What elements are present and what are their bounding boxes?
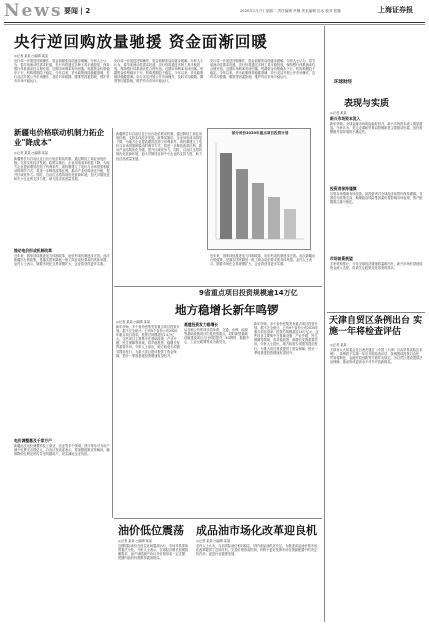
dateline: 2020年1月7日 星期二 责任编辑 肖楠 美术编辑 沈冰 校对 张娜 bbox=[240, 9, 341, 13]
global-finance-tag: 环球财经 bbox=[334, 80, 352, 85]
article2-body-col2: 新疆维吾尔自治区近日出台电价联动机制，通过降低工商业用电价格，支持实体经济发展。政策实施后，企业用电成本明显下降，为地方企业提质增效创造了有利条件。该机制建立了电价与市场供需相联动的调节方式，将进一步释放改革红利，推动产业结构优化升级，提升区域竞争力。同时，自治区还将持续优化营商环境，加大对制造业和中小企业的支持力度，助力经济高质量发展。 bbox=[116, 132, 203, 161]
chart-graphic bbox=[212, 139, 308, 245]
refined-oil-headline: 成品油市场化改革迎良机 bbox=[196, 524, 317, 537]
news-logo: News bbox=[4, 1, 63, 21]
lead-body-col2: 央行周一开展逆回购操作，资金面紧张局面逐步缓解。分析人士认为，春节前流动性需求旺盛，央行仍将通过多种工具平稳投放，保持银行体系流动性合理充裕。近期市场利率有所回落，短端资金价格稳步下行，机构预期趋于稳定。今年以来，货币政策保持稳健基调，央行灵活开展公开市场操作，及时对冲税期、缴准等因素影响，维护货币市场平稳运行。 bbox=[114, 59, 204, 84]
bottom-rule bbox=[114, 518, 322, 519]
oil-byline: ◎记者 某某 ○编辑 某某 bbox=[118, 539, 153, 543]
paper-name: 上海证券报 bbox=[378, 5, 413, 14]
article2-body-col3: 近年来，国家持续推进电力体制改革，电价形成机制逐步完善。此次新疆出台的政策，是落实国家降低一般工商业电价要求的具体举措。业内人士表示，随着市场化交易规模扩大，企业将获得更多实惠。 bbox=[210, 254, 316, 267]
right-body-3: 多家机构预计，今年全球经济增速将温和回升，新兴市场有望延续资金流入态势，但需关注政策变化带来的波动。 bbox=[330, 262, 423, 271]
mid-kicker: 9省重点项目投资规模逾14万亿 bbox=[199, 289, 298, 297]
lead-byline: ◎记者 某某 ○编辑 某某 bbox=[14, 54, 49, 58]
right-body-1: 新年伊始，全球金融市场风险偏好回升，新兴市场资本流入明显增加。分析认为，美元走弱和贸易局势缓和是主要推动因素，但仍需警惕外部环境的不确定性。 bbox=[330, 122, 423, 135]
left-bottom-body: 新疆此次电价调整涉及工商业、农业等多个领域，预计每年可为用户减少电费支出数亿元。自治区发改委表示，将加强政策宣传解读，确保降价红利及时传导至终端用户，切实减轻企业负担。 bbox=[14, 444, 110, 457]
oil-body: 近期国际油价在低位区间震荡运行，市场对供需前景看法分化。分析人士表示，全球经济增长放缓拖累需求，而产油国减产协议对价格形成一定支撑，短期内油价仍将维持震荡格局。 bbox=[118, 544, 189, 561]
refined-oil-body: 业内人士认为，当前国际油价相对稳定，国内成品油供应充足，为推进成品油价格市场化改革提供了良好时机。完善价格形成机制，有利于更好发挥市场在资源配置中的决定性作用，促进行业健康发展。 bbox=[196, 544, 318, 557]
article2-body: 新疆维吾尔自治区近日出台电价联动机制，通过降低工商业用电价格，支持实体经济发展。政策实施后，企业用电成本明显下降，为地方企业提质增效创造了有利条件。该机制建立了电价与市场供需相联动的调节方式，将进一步释放改革红利，推动产业结构优化升级，提升区域竞争力。同时，自治区还将持续优化营商环境，加大对制造业和中小企业的支持力度，助力经济高质量发展。 bbox=[14, 157, 110, 182]
masthead-rule bbox=[4, 22, 425, 23]
mid-body-col3: 新年伊始，多个省份密集发布重点项目投资计划。据不完全统计，已有9个省份公布2020年重点项目清单，投资总规模超过14万亿元。这些项目主要集中在基础设施、产业升级、民生保障等领域，将对稳投资、稳增长发挥重要作用。分析人士指出，地方政府专项债券提前发行，为重大项目建设提供了资金保障，预计一季度基建投资增速有望回升。 bbox=[254, 322, 319, 355]
tianjin-byline: ◎记者 某某 bbox=[330, 343, 347, 347]
article3-body: 近年来，国家持续推进电力体制改革，电价形成机制逐步完善。此次新疆出台的政策，是落实国家降低一般工商业电价要求的具体举措。业内人士表示，随着市场化交易规模扩大，企业将获得更多实惠。 bbox=[14, 254, 110, 267]
tianjin-body: 天津市人大常委会近日表决通过《中国（天津）自由贸易试验区条例》，条例将于实施一年后开展检查评估。条例围绕投资自由化、贸易便利化、金融开放创新等方面作出规定，为自贸区建设提供法治保障，推动形成更高水平对外开放新格局。 bbox=[330, 348, 423, 365]
article2-byline: ◎记者 某某 ○编辑 某某 bbox=[14, 151, 49, 155]
investment-chart bbox=[207, 128, 311, 250]
mid-body-col1: 新年伊始，多个省份密集发布重点项目投资计划。据不完全统计，已有9个省份公布2020年重点项目清单，投资总规模超过14万亿元。这些项目主要集中在基础设施、产业升级、民生保障等领域，将对稳投资、稳增长发挥重要作用。分析人士指出，地方政府专项债券提前发行，为重大项目建设提供了资金保障，预计一季度基建投资增速有望回升。 bbox=[116, 325, 180, 358]
lead-body-col3: 央行周一开展逆回购操作，资金面紧张局面逐步缓解。分析人士认为，春节前流动性需求旺盛，央行仍将通过多种工具平稳投放，保持银行体系流动性合理充裕。近期市场利率有所回落，短端资金价格稳步下行，机构预期趋于稳定。今年以来，货币政策保持稳健基调，央行灵活开展公开市场操作，及时对冲税期、缴准等因素影响，维护货币市场平稳运行。 bbox=[210, 59, 316, 80]
masthead-rule-thin bbox=[4, 24, 425, 25]
mid-byline: ◎记者 某某 ○编辑 某某 bbox=[116, 320, 151, 324]
right-body-2: 尽管市场情绪有所改善，但投资者对全球经济前景仍保持谨慎。各国央行政策走向、地缘政治风险等因素仍将影响市场表现，资产配置需注重分散化。 bbox=[330, 192, 423, 205]
right-subhead-2: 投资者保持谨慎 bbox=[330, 186, 357, 191]
column-divider bbox=[324, 26, 325, 622]
section-label: 要闻 | 2 bbox=[64, 7, 91, 15]
right-subhead-3: 市场前景展望 bbox=[330, 256, 353, 261]
article2-headline: 新疆电价格联动机制力拓企业"降成本" bbox=[14, 128, 104, 147]
left-bottom-subhead: 电价调整惠及千家万户 bbox=[14, 438, 52, 443]
right-rule bbox=[327, 312, 425, 313]
mid-headline: 地方稳增长新年鸣锣 bbox=[175, 303, 279, 317]
lead-body-col1: 央行周一开展逆回购操作，资金面紧张局面逐步缓解。分析人士认为，春节前流动性需求旺盛，央行仍将通过多种工具平稳投放，保持银行体系流动性合理充裕。近期市场利率有所回落，短端资金价格稳步下行，机构预期趋于稳定。今年以来，货币政策保持稳健基调，央行灵活开展公开市场操作，及时对冲税期、缴准等因素影响，维护货币市场平稳运行。 bbox=[14, 59, 110, 84]
lead-headline: 央行逆回购放量驰援 资金面渐回暖 bbox=[14, 32, 268, 51]
masthead bbox=[0, 0, 429, 22]
chart-title: 部分省份2020年重点项目投资计划 bbox=[231, 131, 289, 135]
refined-oil-byline: ◎记者 某某 ○编辑 某某 bbox=[196, 539, 231, 543]
tianjin-headline: 天津自贸区条例出台 实施一年将检查评估 bbox=[329, 316, 423, 337]
right-subhead-1: 新兴市场资本流入 bbox=[330, 116, 361, 121]
mid-subhead: 基建投资发力稳增长 bbox=[184, 322, 219, 327]
oil-headline: 油价低位震荡 bbox=[118, 524, 184, 537]
right-headline: 表现与实质 bbox=[344, 99, 390, 109]
article3-subhead: 推动电价形成机制改革 bbox=[14, 248, 52, 253]
right-byline: ◎记者 某某 bbox=[330, 111, 347, 115]
mid-top-rule bbox=[114, 286, 322, 287]
left-divider bbox=[112, 128, 113, 518]
mid-body-col2: 从各地公布的项目清单看，交通、水利、能源等基础设施项目仍是投资重点，同时新型基础设施建设项目占比明显提升，5G网络、数据中心、工业互联网等成为新亮点。 bbox=[184, 328, 250, 345]
